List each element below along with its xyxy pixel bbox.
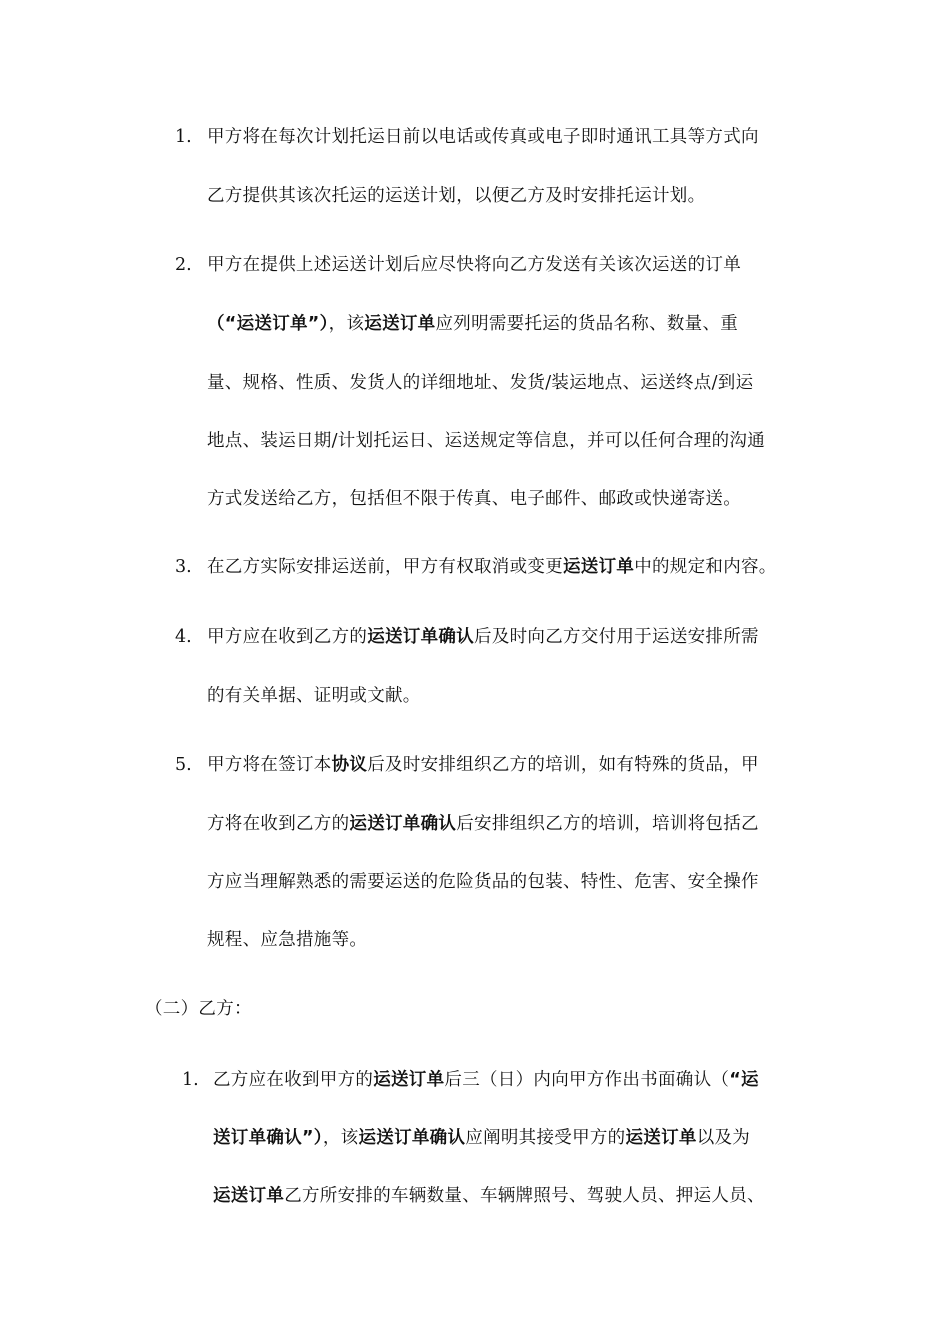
text-segment: 方式发送给乙方，包括但不限于传真、电子邮件、邮政或快递寄送。 <box>207 489 741 509</box>
text-line <box>207 684 421 708</box>
text-line <box>207 812 759 836</box>
text-segment: 应列明需要托运的货品名称、数量、重 <box>435 314 739 334</box>
item-number: 1. <box>175 127 192 147</box>
text-line <box>213 1184 765 1208</box>
text-line <box>207 312 738 336</box>
text-segment: 方将在收到乙方的 <box>207 814 350 834</box>
defined-term: 运送订单 <box>373 1070 445 1090</box>
text-segment: 后三（日）内向甲方作出书面确认（ <box>444 1070 730 1090</box>
text-line <box>207 555 777 579</box>
text-segment: ，该 <box>322 1128 359 1148</box>
defined-term: 运送订单确认 <box>358 1128 466 1148</box>
text-segment: 甲方应在收到乙方的 <box>207 627 368 647</box>
text-segment: 应阐明其接受甲方的 <box>465 1128 626 1148</box>
defined-term: 协议 <box>331 755 368 775</box>
text-line <box>207 753 759 777</box>
text-segment: 乙方应在收到甲方的 <box>213 1070 374 1090</box>
text-segment: 量、规格、性质、发货人的详细地址、发货/装运地点、运送终点/到运 <box>207 373 754 393</box>
text-line <box>207 253 741 277</box>
text-segment: 后安排组织乙方的培训，培训将包括乙 <box>456 814 759 834</box>
defined-term: 运送订单 <box>213 1186 285 1206</box>
text-line <box>207 184 705 208</box>
text-line <box>207 429 765 453</box>
text-line <box>207 371 753 395</box>
text-line <box>213 1126 750 1150</box>
item-number: 3. <box>175 557 192 577</box>
item-number: 5. <box>175 755 192 775</box>
text-line <box>207 928 367 952</box>
text-segment: 方应当理解熟悉的需要运送的危险货品的包装、特性、危害、安全操作 <box>207 872 759 892</box>
text-line <box>207 870 759 894</box>
item-number: 1. <box>182 1070 199 1090</box>
defined-term: 送订单确认”） <box>213 1128 323 1148</box>
item-number: 2. <box>175 255 192 275</box>
defined-term: 运送订单确认 <box>367 627 475 647</box>
text-segment: ，该 <box>328 314 365 334</box>
item-number: 4. <box>175 627 192 647</box>
defined-term: 运送订单 <box>625 1128 697 1148</box>
defined-term: （“运送订单”） <box>207 314 329 334</box>
text-line <box>213 1068 759 1092</box>
party-b-heading: （二）乙方： <box>145 999 252 1019</box>
text-segment: 甲方将在每次计划托运日前以电话或传真或电子即时通讯工具等方式向 <box>207 127 759 147</box>
text-line <box>207 487 741 511</box>
text-segment: 以及为 <box>696 1128 751 1148</box>
text-segment: 规程、应急措施等。 <box>207 930 368 950</box>
text-line <box>207 625 759 649</box>
text-segment: 在乙方实际安排运送前，甲方有权取消或变更 <box>207 557 563 577</box>
text-segment: 中的规定和内容。 <box>634 557 777 577</box>
text-segment: 的有关单据、证明或文献。 <box>207 686 421 706</box>
text-segment: 后及时安排组织乙方的培训，如有特殊的货品，甲 <box>367 755 759 775</box>
text-line <box>207 125 759 149</box>
defined-term: 运送订单确认 <box>349 814 457 834</box>
text-segment: 乙方所安排的车辆数量、车辆牌照号、驾驶人员、押运人员、 <box>284 1186 765 1206</box>
text-segment: 乙方提供其该次托运的运送计划，以便乙方及时安排托运计划。 <box>207 186 706 206</box>
defined-term: “运 <box>729 1070 759 1090</box>
text-segment: 甲方将在签订本 <box>207 755 332 775</box>
defined-term: 运送订单 <box>563 557 635 577</box>
text-segment: 后及时向乙方交付用于运送安排所需 <box>474 627 759 647</box>
defined-term: 运送订单 <box>364 314 436 334</box>
text-segment: 甲方在提供上述运送计划后应尽快将向乙方发送有关该次运送的订单 <box>207 255 741 275</box>
text-segment: 地点、装运日期/计划托运日、运送规定等信息，并可以任何合理的沟通 <box>207 431 765 451</box>
